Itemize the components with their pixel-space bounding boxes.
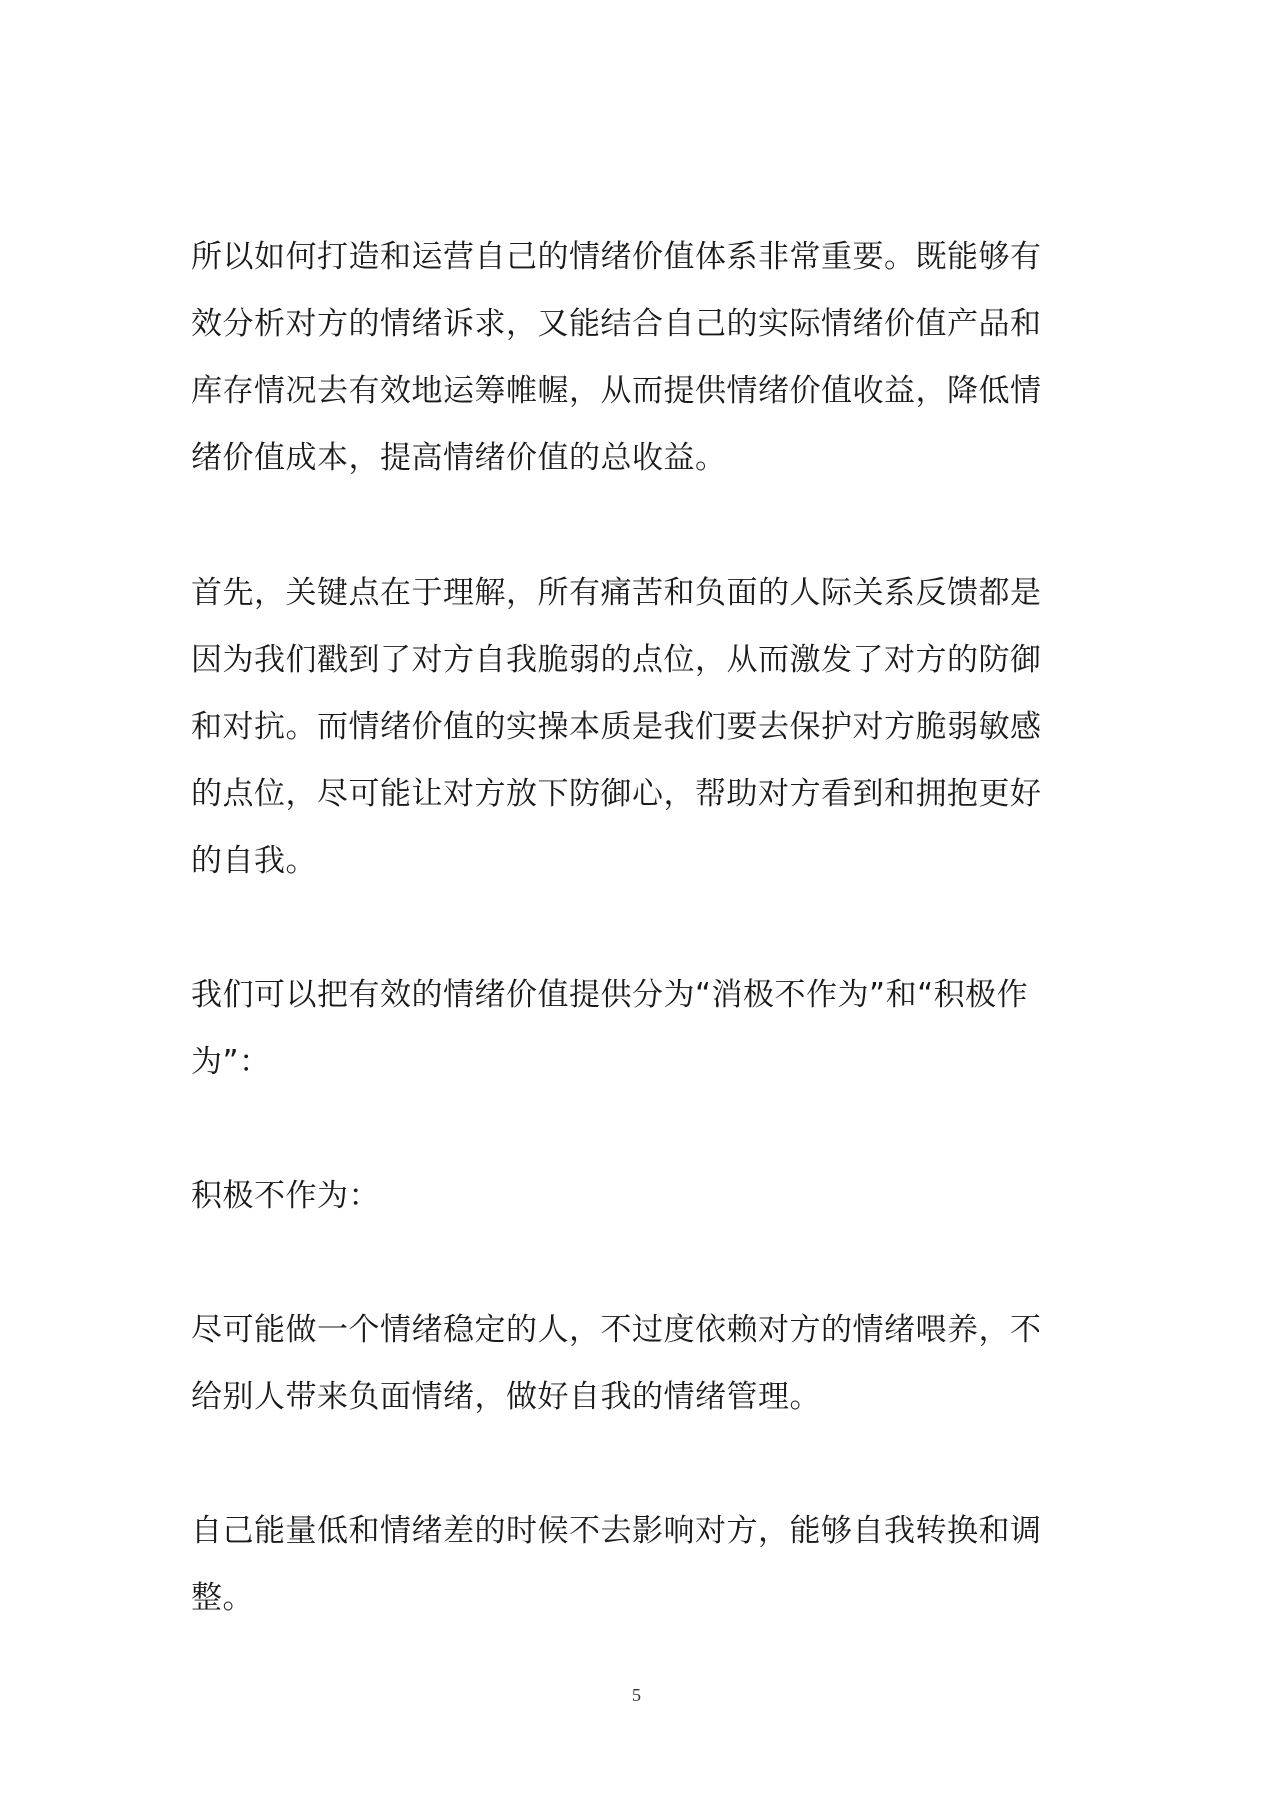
text-line: 我们可以把有效的情绪价值提供分为“消极不作为”和“积极作 [191, 977, 1029, 1013]
text-line: 因为我们戳到了对方自我脆弱的点位，从而激发了对方的防御 [191, 642, 1042, 678]
text-line: 首先，关键点在于理解，所有痛苦和负面的人际关系反馈都是 [191, 575, 1042, 611]
paragraph-emotional-value-system [191, 224, 1091, 492]
text-line: 给别人带来负面情绪，做好自我的情绪管理。 [191, 1379, 821, 1415]
text-line: 所以如何打造和运营自己的情绪价值体系非常重要。既能够有 [191, 239, 1042, 275]
text-line: 为”： [191, 1044, 271, 1080]
text-line: 积极不作为： [191, 1178, 380, 1214]
paragraph-key-point [191, 560, 1091, 895]
page-number: 5 [632, 1685, 641, 1705]
paragraph-emotional-stability [191, 1297, 1091, 1431]
text-line: 效分析对方的情绪诉求，又能结合自己的实际情绪价值产品和 [191, 306, 1042, 342]
text-line: 的点位，尽可能让对方放下防御心，帮助对方看到和拥抱更好 [191, 776, 1042, 812]
text-line: 整。 [191, 1580, 254, 1616]
text-line: 和对抗。而情绪价值的实操本质是我们要去保护对方脆弱敏感 [191, 709, 1042, 745]
text-line: 库存情况去有效地运筹帷幄，从而提供情绪价值收益，降低情 [191, 373, 1042, 409]
paragraph-classification [191, 962, 1091, 1096]
text-line: 尽可能做一个情绪稳定的人，不过度依赖对方的情绪喂养，不 [191, 1312, 1042, 1348]
text-line: 的自我。 [191, 843, 317, 879]
section-heading-active-inaction [191, 1163, 1091, 1230]
paragraph-self-adjustment [191, 1498, 1091, 1632]
text-line: 自己能量低和情绪差的时候不去影响对方，能够自我转换和调 [191, 1513, 1042, 1549]
text-line: 绪价值成本，提高情绪价值的总收益。 [191, 440, 727, 476]
